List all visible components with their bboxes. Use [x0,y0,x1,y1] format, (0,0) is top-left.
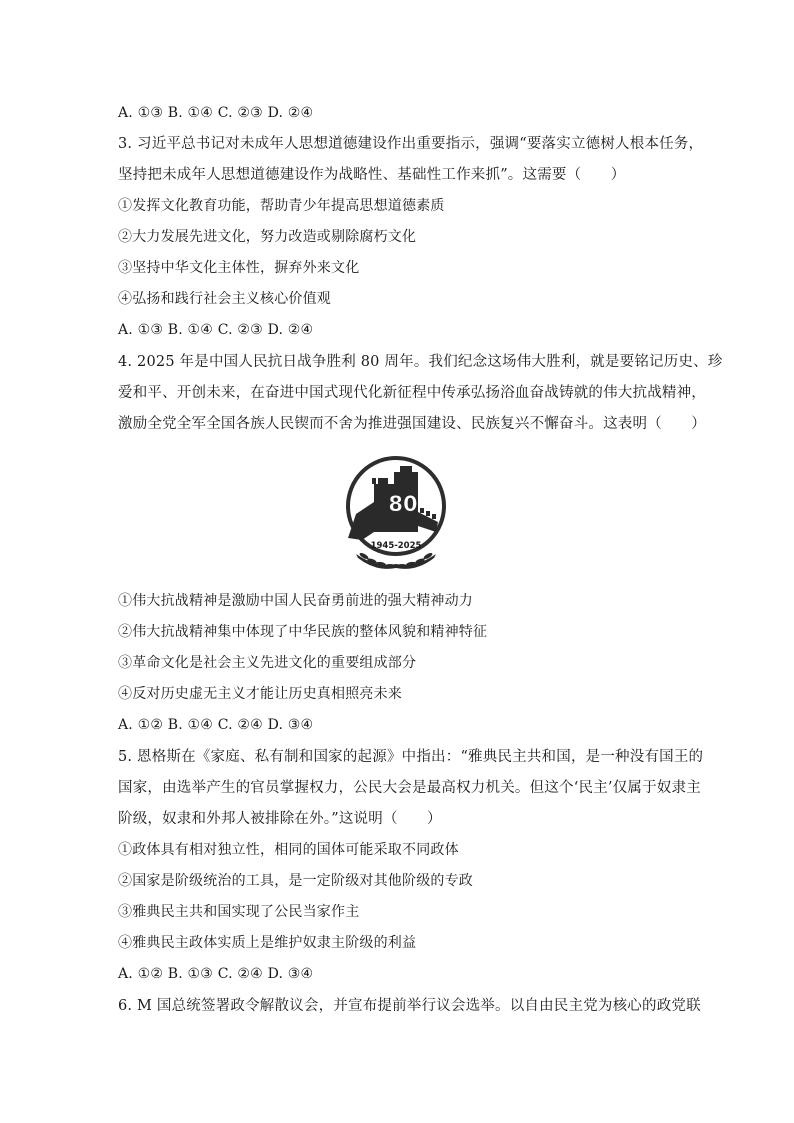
emblem-number: 80 [388,492,418,516]
q5-option-4: ④雅典民主政体实质上是维护奴隶主阶级的利益 [118,935,417,951]
q4-option-2: ②伟大抗战精神集中体现了中华民族的整体风貌和精神特征 [118,624,488,640]
q5-stem-line-3: 阶级，奴隶和外邦人被排除在外。”这说明（ ） [118,811,442,827]
q4-stem-line-1: 4. 2025 年是中国人民抗日战争胜利 80 周年。我们纪念这场伟大胜利，就是要铭记历史、珍 [118,354,723,370]
q5-stem-line-2: 国家，由选举产生的官员掌握权力，公民大会是最高权力机关。但这个‘民主’仅属于奴隶主 [118,780,701,796]
q3-stem-line-1: 3. 习近平总书记对未成年人思想道德建设作出重要指示，强调“要落实立德树人根本任务， [118,136,704,152]
q5-option-2: ②国家是阶级统治的工具，是一定阶级对其他阶级的专政 [118,873,473,889]
q4-stem-line-3: 激励全党全军全国各族人民锲而不舍为推进强国建设、民族复兴不懈奋斗。这表明（ ） [118,416,706,432]
q5-option-1: ①政体具有相对独立性，相同的国体可能采取不同政体 [118,842,459,858]
q4-stem-line-2: 爱和平、开创未来，在奋进中国式现代化新征程中传承弘扬浴血奋战铸就的伟大抗战精神， [118,385,706,401]
q4-answer-choices: A. ①② B. ①④ C. ②④ D. ③④ [118,717,314,733]
q6-stem-line-1: 6. M 国总统签署政令解散议会，并宣布提前举行议会选举。以自由民主党为核心的政党联 [118,998,701,1014]
q3-option-4: ④弘扬和践行社会主义核心价值观 [118,291,331,307]
q4-option-3: ③革命文化是社会主义先进文化的重要组成部分 [118,655,417,671]
q5-stem-line-1: 5. 恩格斯在《家庭、私有制和国家的起源》中指出：“雅典民主共和国，是一种没有国王的 [118,749,704,765]
q3-answer-choices: A. ①③ B. ①④ C. ②③ D. ②④ [118,322,314,338]
q3-option-2: ②大力发展先进文化，努力改造或剔除腐朽文化 [118,229,417,245]
q4-option-1: ①伟大抗战精神是激励中国人民奋勇前进的强大精神动力 [118,593,473,609]
q4-option-4: ④反对历史虚无主义才能让历史真相照亮未来 [118,686,402,702]
q3-option-1: ①发挥文化教育功能，帮助青少年提高思想道德素质 [118,198,445,214]
q3-option-3: ③坚持中华文化主体性，摒弃外来文化 [118,260,360,276]
q2-answer-choices: A. ①③ B. ①④ C. ②③ D. ②④ [118,105,314,121]
q3-stem-line-2: 坚持把未成年人思想道德建设作为战略性、基础性工作来抓”。这需要（ ） [118,167,626,183]
q5-option-3: ③雅典民主共和国实现了公民当家作主 [118,904,360,920]
anniversary-emblem [326,448,466,574]
q5-answer-choices: A. ①② B. ①③ C. ②④ D. ③④ [118,966,314,982]
emblem-years: 1945-2025 [370,541,422,551]
